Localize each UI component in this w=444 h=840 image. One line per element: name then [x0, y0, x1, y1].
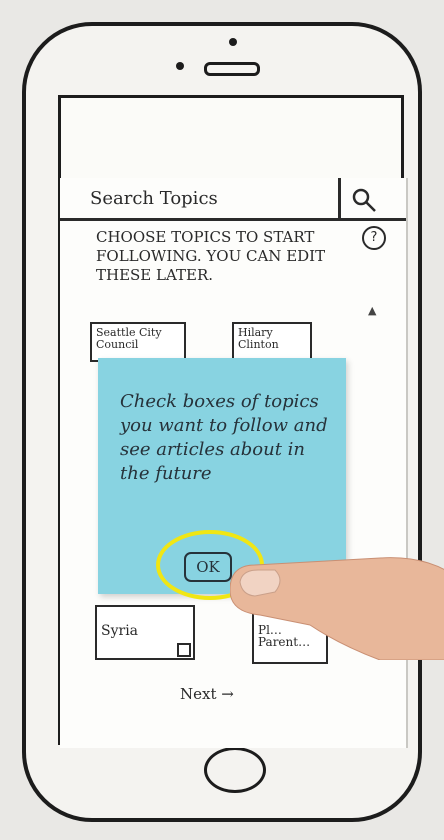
front-sensor-icon [176, 62, 184, 70]
topic-chip-hilary[interactable] [232, 322, 312, 362]
topic-label: Syria [101, 623, 139, 639]
speaker-icon [204, 62, 260, 76]
camera-icon [229, 38, 237, 46]
checkbox-icon[interactable] [177, 643, 191, 657]
ok-button[interactable]: OK [184, 552, 232, 582]
topic-chip-seattle[interactable] [90, 322, 186, 362]
search-icon[interactable] [350, 186, 378, 214]
home-button[interactable] [204, 747, 266, 793]
topic-label: Seattle City Council [96, 326, 162, 351]
topic-chip-syria[interactable] [95, 605, 195, 660]
instructions-text: CHOOSE TOPICS TO START FOLLOWING. YOU CAN EDIT THESE LATER. [96, 228, 326, 284]
scroll-up-icon[interactable]: ▲ [368, 304, 377, 317]
topic-label: Pl… Parent… [258, 623, 311, 649]
next-button[interactable]: Next → [180, 685, 234, 703]
topic-label: Hilary Clinton [238, 326, 279, 351]
search-input[interactable]: Search Topics [90, 188, 218, 209]
tooltip-text: Check boxes of topics you want to follow and see articles about in the future [120, 391, 328, 484]
finger-illustration [230, 540, 444, 660]
help-icon[interactable]: ? [362, 226, 386, 250]
search-divider [338, 178, 341, 218]
